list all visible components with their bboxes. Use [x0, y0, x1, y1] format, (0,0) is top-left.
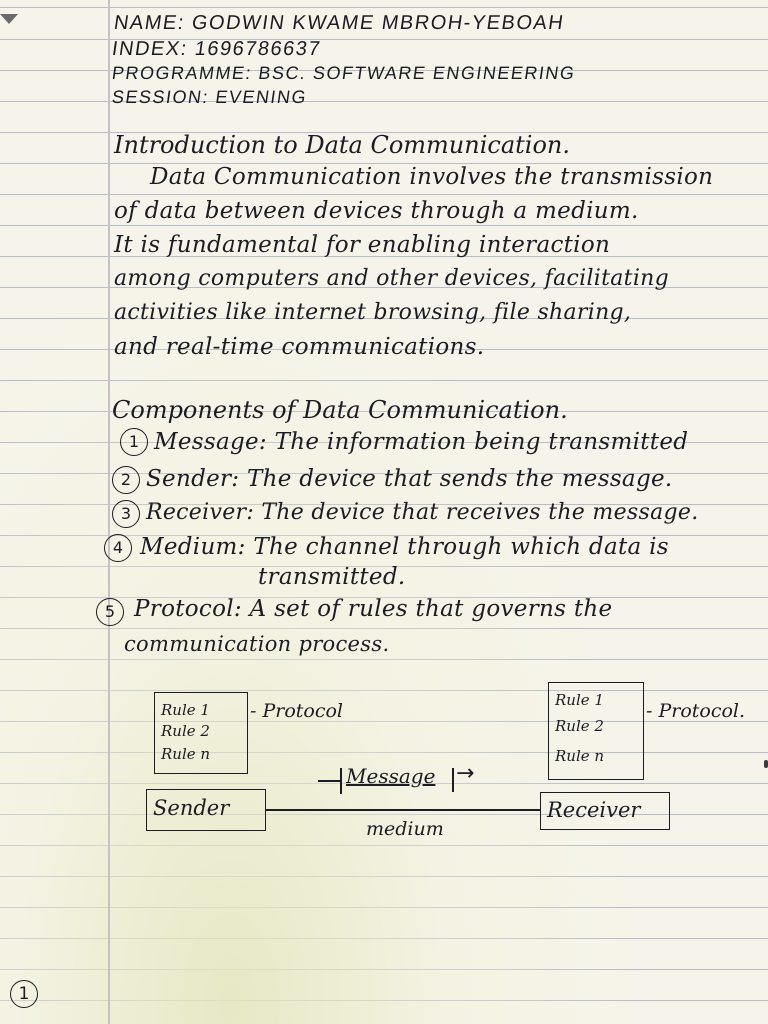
message-arrow-tail [318, 780, 342, 782]
left-protocol-label: - Protocol [250, 700, 343, 722]
rule-label: Rule n [555, 747, 605, 765]
component-item-protocol: Protocol: A set of rules that governs the [134, 596, 613, 622]
edge-mark [764, 760, 768, 768]
intro-title: Introduction to Data Communication. [114, 131, 570, 159]
item-number: 3 [112, 500, 140, 528]
intro-line: and real-time communications. [114, 334, 485, 360]
rule-label: Rule 1 [555, 691, 604, 709]
margin-line [108, 0, 110, 1024]
message-arrow-bar [452, 768, 454, 792]
message-arrow-bar [340, 768, 342, 794]
sender-label: Sender [153, 796, 230, 820]
corner-fold [0, 14, 18, 24]
rule-label: Rule n [161, 745, 211, 763]
item-number: 4 [104, 534, 132, 562]
rule-label: Rule 1 [161, 701, 210, 719]
component-item-receiver: Receiver: The device that receives the message. [146, 500, 699, 525]
intro-line: of data between devices through a medium. [114, 198, 639, 224]
item-number: 1 [120, 428, 148, 456]
arrow-right-icon: → [456, 761, 475, 786]
left-protocol-box [154, 692, 248, 774]
header-session: SESSION: EVENING [110, 87, 309, 107]
page-number: 1 [10, 980, 38, 1008]
intro-line: Data Communication involves the transmission [150, 164, 714, 190]
item-number: 2 [112, 466, 140, 494]
header-programme: PROGRAMME: BSC. SOFTWARE ENGINEERING [110, 63, 577, 83]
receiver-label: Receiver [547, 798, 641, 822]
component-item-medium-cont: transmitted. [258, 564, 406, 590]
medium-line [266, 809, 540, 811]
intro-line: among computers and other devices, facilitating [114, 266, 670, 291]
components-title: Components of Data Communication. [112, 396, 568, 424]
component-item-protocol-cont: communication process. [124, 632, 390, 656]
header-name: NAME: GODWIN KWAME MBROH-YEBOAH [112, 12, 566, 34]
right-protocol-label: - Protocol. [646, 700, 746, 722]
component-item-medium: Medium: The channel through which data is [140, 534, 669, 560]
item-number: 5 [96, 598, 124, 626]
medium-label: medium [366, 818, 444, 840]
sender-box [146, 789, 266, 831]
component-item-message: Message: The information being transmitted [154, 429, 689, 455]
rule-label: Rule 2 [161, 722, 210, 740]
intro-line: activities like internet browsing, file sharing, [114, 300, 632, 325]
header-index: INDEX: 1696786637 [110, 38, 323, 60]
rule-label: Rule 2 [555, 717, 604, 735]
receiver-box [540, 792, 670, 830]
right-protocol-box [548, 682, 644, 780]
intro-line: It is fundamental for enabling interaction [114, 232, 611, 258]
message-label: Message [346, 764, 436, 788]
component-item-sender: Sender: The device that sends the message. [146, 466, 673, 492]
